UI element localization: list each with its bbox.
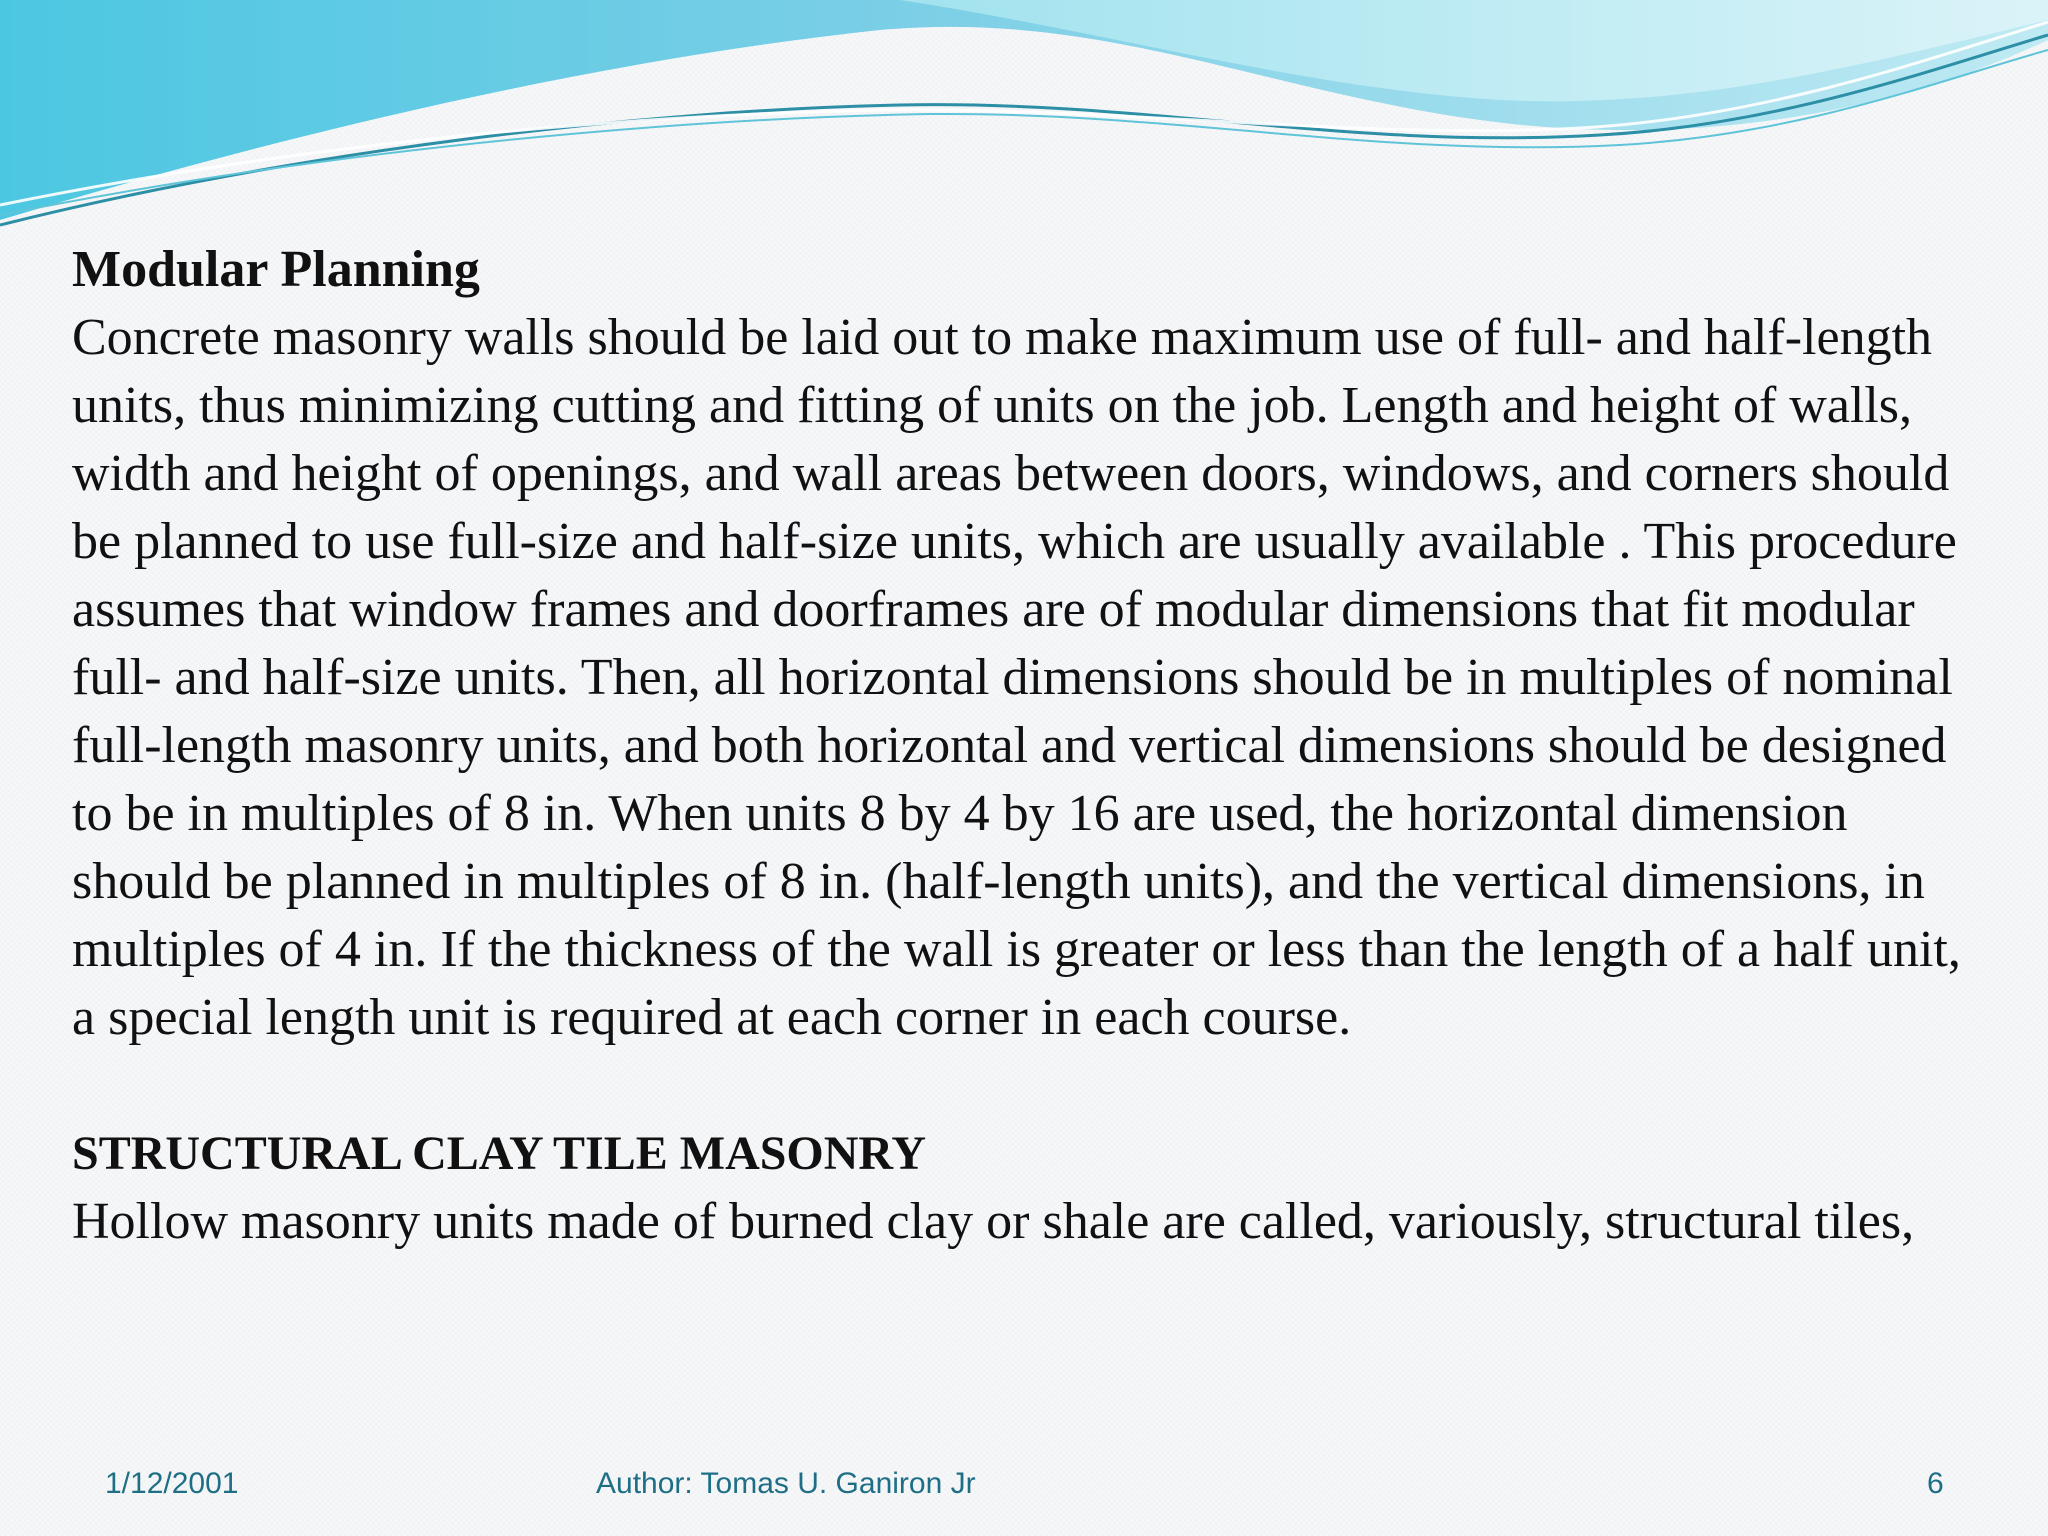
footer-page-number: 6 (1927, 1467, 1944, 1500)
footer-author: Author: Tomas U. Ganiron Jr (596, 1467, 976, 1500)
section-heading-structural-clay-tile: STRUCTURAL CLAY TILE MASONRY (72, 1127, 927, 1180)
section-body-structural-clay-tile: Hollow masonry units made of burned clay or shale are called, variously, structural tiles, (72, 1193, 1915, 1250)
section-heading-modular-planning: Modular Planning (72, 241, 480, 298)
slide-content (72, 236, 1992, 1256)
section-body-modular-planning: Concrete masonry walls should be laid out to make maximum use of full- and half-length units, thus minimizing cutting and fitting of units on the job. Length and height of walls, width and height of openings, and wall areas between doors, windows, and corners should be planned to use full-size and half-size units, which are usually available . This procedure assumes that window frames and doorframes are of modular dimensions that fit modular full- and half-size units. Then, all horizontal dimensions should be in multiples of nominal full-length masonry units, and both horizontal and vertical dimensions should be designed to be in multiples of 8 in. When units 8 by 4 by 16 are used, the horizontal dimension should be planned in multiples of 8 in. (half-length units), and the vertical dimensions, in multiples of 4 in. If the thickness of the wall is greater or less than the length of a half unit, a special length unit is required at each corner in each course. (72, 309, 1961, 1046)
footer-date: 1/12/2001 (105, 1467, 239, 1500)
section-spacer (72, 1052, 1992, 1120)
header-wave-decoration (0, 0, 2048, 240)
